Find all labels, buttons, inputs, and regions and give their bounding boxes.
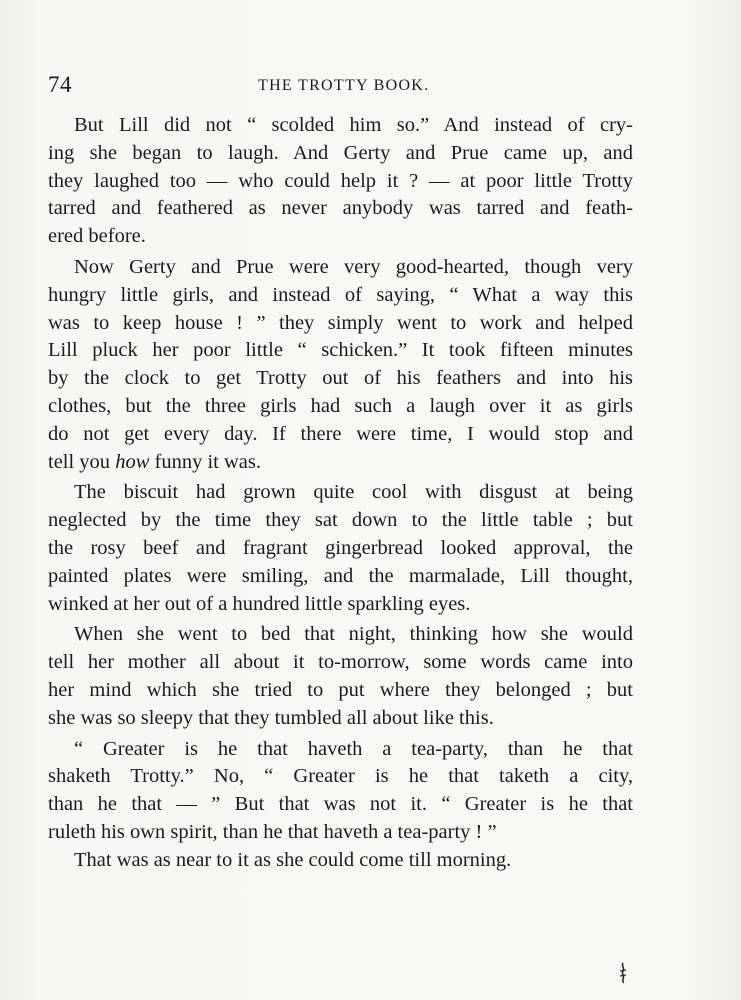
- emphasized-word: how: [115, 450, 150, 473]
- text-line: neglected by the time they sat down to the little table ; but: [48, 509, 633, 532]
- text-fragment: tell you: [48, 450, 116, 473]
- text-line: ing she began to laugh. And Gerty and Prue came up, and: [48, 141, 633, 164]
- running-head: [48, 72, 648, 102]
- paragraph: [48, 621, 633, 732]
- text-line: winked at her out of a hundred little sparkling eyes.: [48, 592, 471, 615]
- text-line: painted plates were smiling, and the marmalade, Lill thought,: [48, 564, 633, 587]
- text-line: she was so sleepy that they tumbled all about like this.: [48, 706, 494, 729]
- text-line: was to keep house ! ” they simply went to work and helped: [48, 311, 633, 334]
- text-line: hungry little girls, and instead of saying, “ What a way this: [48, 283, 633, 306]
- page-number: 74: [48, 72, 72, 97]
- text-line: “ Greater is he that haveth a tea-party, than he that: [74, 737, 633, 760]
- text-line: Lill pluck her poor little “ schicken.” It took fifteen minutes: [48, 339, 633, 362]
- text-line: her mind which she tried to put where they belonged ; but: [48, 678, 633, 701]
- paragraph: [48, 479, 633, 618]
- text-line: ered before.: [48, 225, 146, 248]
- text-line: shaketh Trotty.” No, “ Greater is he that taketh a city,: [48, 765, 633, 788]
- body-text: [48, 112, 633, 875]
- text-line: tell her mother all about it to-morrow, some words came into: [48, 651, 633, 674]
- printer-mark-icon: [618, 962, 628, 984]
- text-fragment: funny it was.: [149, 450, 261, 473]
- text-line: The biscuit had grown quite cool with disgust at being: [74, 481, 633, 504]
- text-line: But Lill did not “ scolded him so.” And instead of cry-: [74, 114, 633, 136]
- text-line: they laughed too — who could help it ? — at poor little Trotty: [48, 169, 633, 192]
- text-line: That was as near to it as she could come till morning.: [74, 848, 512, 871]
- text-line: than he that — ” But that was not it. “ Greater is he that: [48, 793, 633, 816]
- text-line: by the clock to get Trotty out of his feathers and into his: [48, 367, 633, 390]
- text-line: tarred and feathered as never anybody was tarred and feath-: [48, 197, 633, 220]
- paragraph: [48, 736, 633, 847]
- text-line: clothes, but the three girls had such a laugh over it as girls: [48, 394, 633, 417]
- text-line: ruleth his own spirit, than he that haveth a tea-party ! ”: [48, 820, 497, 843]
- paragraph: [48, 254, 633, 476]
- text-line: [48, 449, 633, 477]
- text-line: Now Gerty and Prue were very good-hearted, though very: [74, 255, 633, 278]
- paragraph: [48, 847, 633, 875]
- text-line: do not get every day. If there were time, I would stop and: [48, 422, 633, 445]
- text-line: the rosy beef and fragrant gingerbread looked approval, the: [48, 536, 633, 559]
- running-title: THE TROTTY BOOK.: [258, 77, 430, 94]
- paragraph: [48, 112, 633, 251]
- text-line: When she went to bed that night, thinking how she would: [74, 623, 633, 646]
